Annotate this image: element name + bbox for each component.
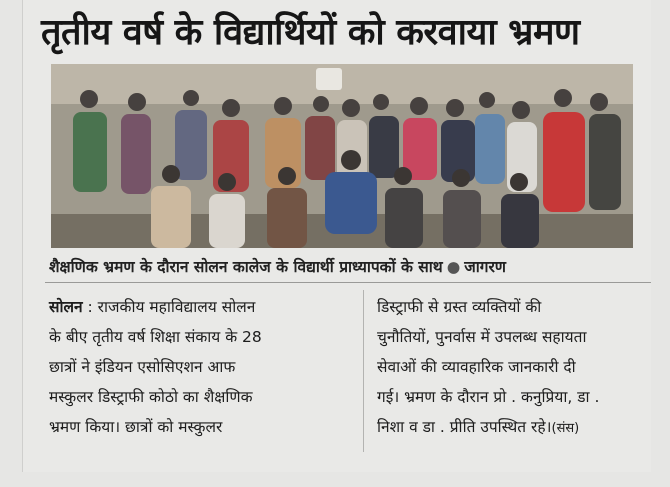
article-line: मस्कुलर डिस्ट्राफी कोठो का शैक्षणिक (49, 388, 253, 406)
caption-divider (45, 282, 651, 283)
column-divider (363, 290, 364, 452)
article-line: सेवाओं की व्यावहारिक जानकारी दी (377, 358, 576, 376)
photo-caption (49, 255, 649, 277)
article-column-1 (49, 292, 341, 442)
article-line: निशा व डा . प्रीति उपस्थित रहे।(संस) (377, 418, 580, 436)
headline: तृतीय वर्ष के विद्यार्थियों को करवाया भ्रमण (41, 12, 580, 53)
article-line: डिस्ट्राफी से ग्रस्त व्यक्तियों की (377, 298, 542, 316)
article-line: भ्रमण किया। छात्रों को मस्कुलर (49, 418, 223, 436)
caption-source: जागरण (464, 258, 507, 276)
dateline: सोलन (49, 298, 83, 316)
caption-separator-dot: ● (446, 258, 461, 276)
article-line: के बीए तृतीय वर्ष शिक्षा संकाय के 28 (49, 328, 262, 346)
byline-signature: (संस) (551, 421, 580, 436)
article-column-2 (377, 292, 669, 444)
caption-text: शैक्षणिक भ्रमण के दौरान सोलन कालेज के विद्यार्थी प्राध्यापकों के साथ (49, 258, 443, 276)
article-line: सोलन : राजकीय महाविद्यालय सोलन (49, 298, 256, 316)
article-line: चुनौतियों, पुनर्वास में उपलब्ध सहायता (377, 328, 587, 346)
group-photo-illustration (51, 64, 633, 248)
news-clipping (22, 0, 651, 472)
article-line: गई। भ्रमण के दौरान प्रो . कनुप्रिया, डा . (377, 388, 600, 406)
article-line: छात्रों ने इंडियन एसोसिएशन आफ (49, 358, 236, 376)
group-photo (51, 64, 633, 248)
